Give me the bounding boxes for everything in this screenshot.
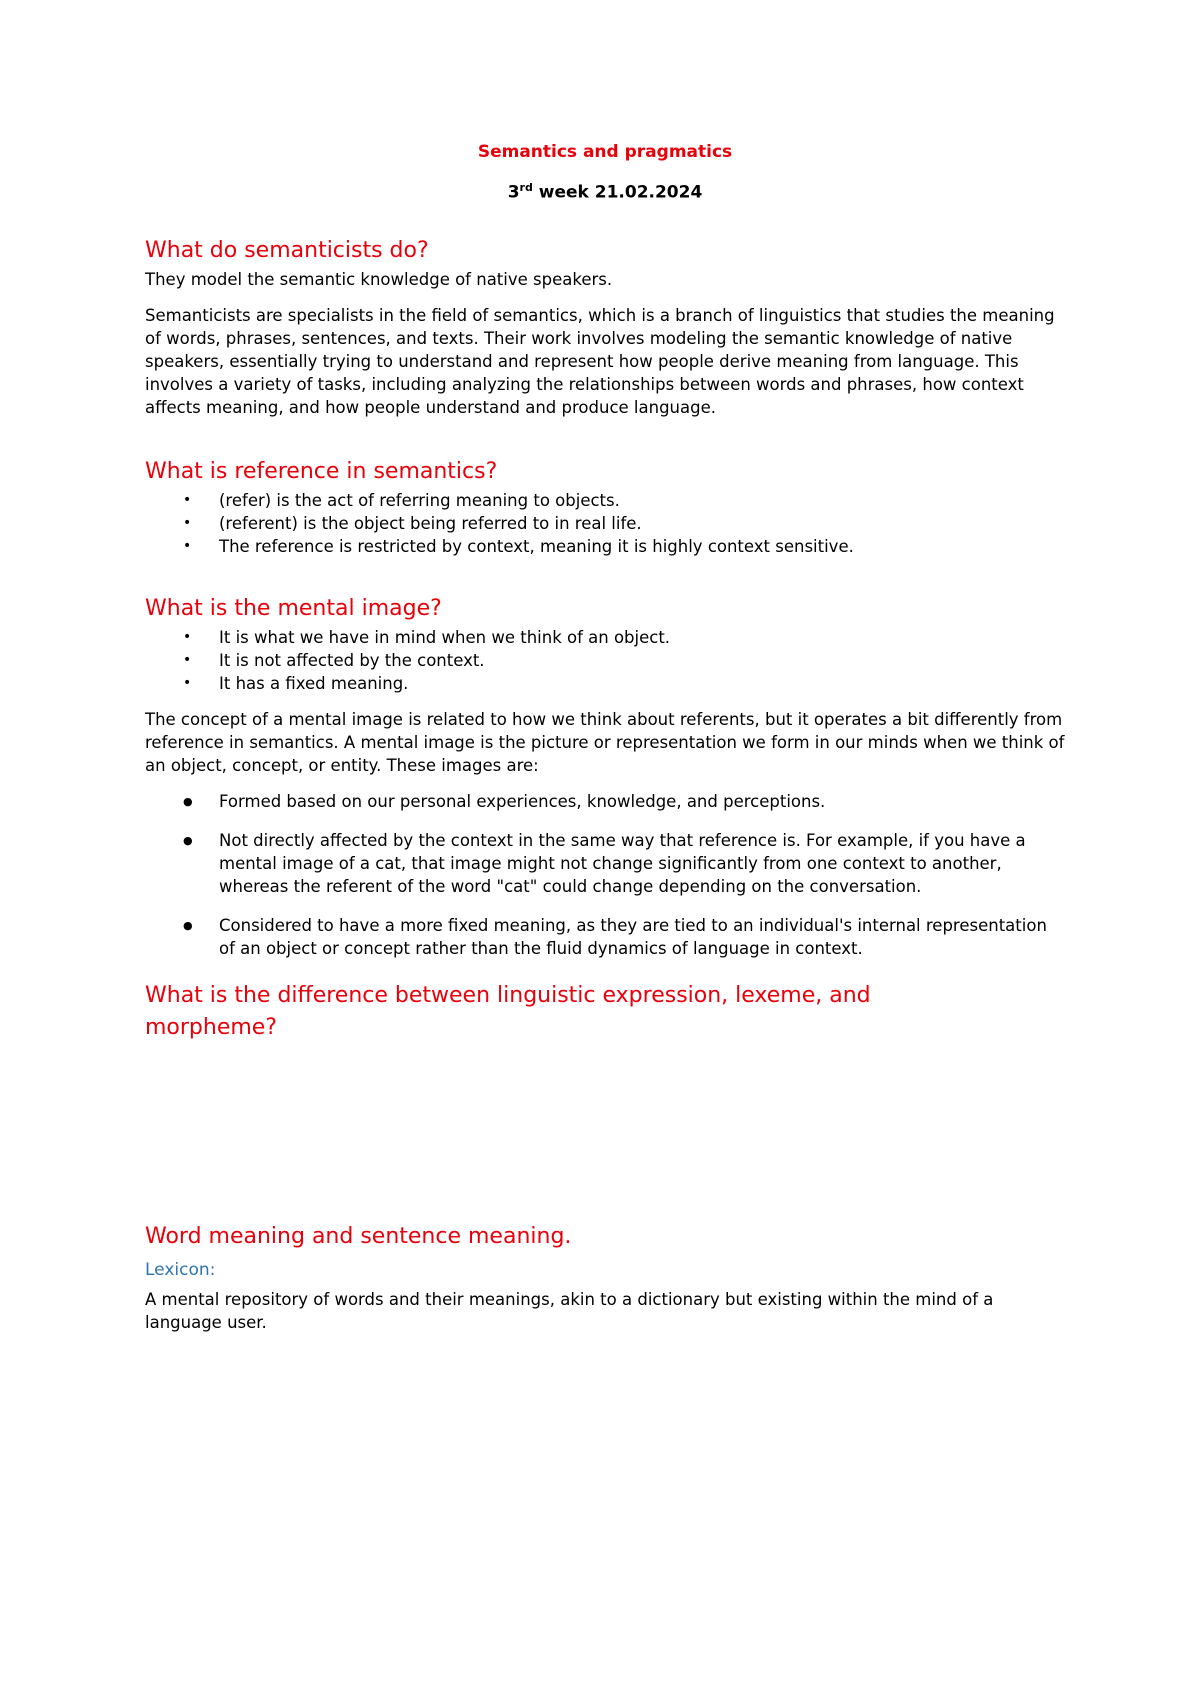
week-date: week 21.02.2024 <box>532 182 703 203</box>
list-item: • The reference is restricted by context, meaning it is highly context sensitive. <box>145 535 1065 558</box>
document-title: Semantics and pragmatics <box>477 142 733 162</box>
list-item: • It is what we have in mind when we think of an object. <box>145 626 1065 649</box>
week-ordinal-suffix: rd <box>519 181 533 194</box>
mental-image-list <box>145 626 1065 695</box>
list-item: • It has a fixed meaning. <box>145 672 1065 695</box>
semanticists-paragraph: Semanticists are specialists in the field of semantics, which is a branch of linguistics that studies the meaning of words, phrases, sentences, and texts. Their work involves modeling the semantic knowledge of native speakers, essentially trying to understand and represent how people derive meaning from language. This involves a variety of tasks, including analyzing the relationships between words and phrases, how context affects meaning, and how people understand and produce language. <box>145 305 1055 417</box>
heading-mental-image: What is the mental image? <box>145 596 442 622</box>
semanticists-short-answer: They model the semantic knowledge of native speakers. <box>145 269 613 289</box>
document-body <box>145 142 1065 1334</box>
week-number: 3 <box>507 182 520 203</box>
mental-image-detail-list <box>145 790 1065 960</box>
list-item: • It is not affected by the context. <box>145 649 1065 672</box>
list-item: ● Not directly affected by the context in the same way that reference is. For example, if you have a mental image of a cat, that image might not change significantly from one context to another, whereas the referent of the word "cat" could change depending on the conversation. <box>145 829 1065 898</box>
heading-reference: What is reference in semantics? <box>145 458 498 484</box>
heading-word-meaning: Word meaning and sentence meaning. <box>145 1223 572 1249</box>
list-item: • (refer) is the act of referring meaning to objects. <box>145 489 1065 512</box>
list-item: • (referent) is the object being referred to in real life. <box>145 512 1065 535</box>
subheading-lexicon: Lexicon: <box>145 1260 216 1281</box>
mental-image-paragraph: The concept of a mental image is related to how we think about referents, but it operates a bit differently from reference in semantics. A mental image is the picture or representation we form in our minds when we think of an object, concept, or entity. These images are: <box>145 710 1065 776</box>
reference-list <box>145 489 1065 558</box>
document-subtitle <box>145 181 1065 203</box>
list-item: ● Formed based on our personal experiences, knowledge, and perceptions. <box>145 790 1065 813</box>
heading-difference: What is the difference between linguistic expression, lexeme, and morpheme? <box>145 983 871 1040</box>
list-item: ● Considered to have a more fixed meaning, as they are tied to an individual's internal representation of an object or concept rather than the fluid dynamics of language in context. <box>145 914 1065 960</box>
lexicon-paragraph: A mental repository of words and their meanings, akin to a dictionary but existing within the mind of a language user. <box>145 1290 994 1333</box>
heading-semanticists: What do semanticists do? <box>145 237 429 263</box>
